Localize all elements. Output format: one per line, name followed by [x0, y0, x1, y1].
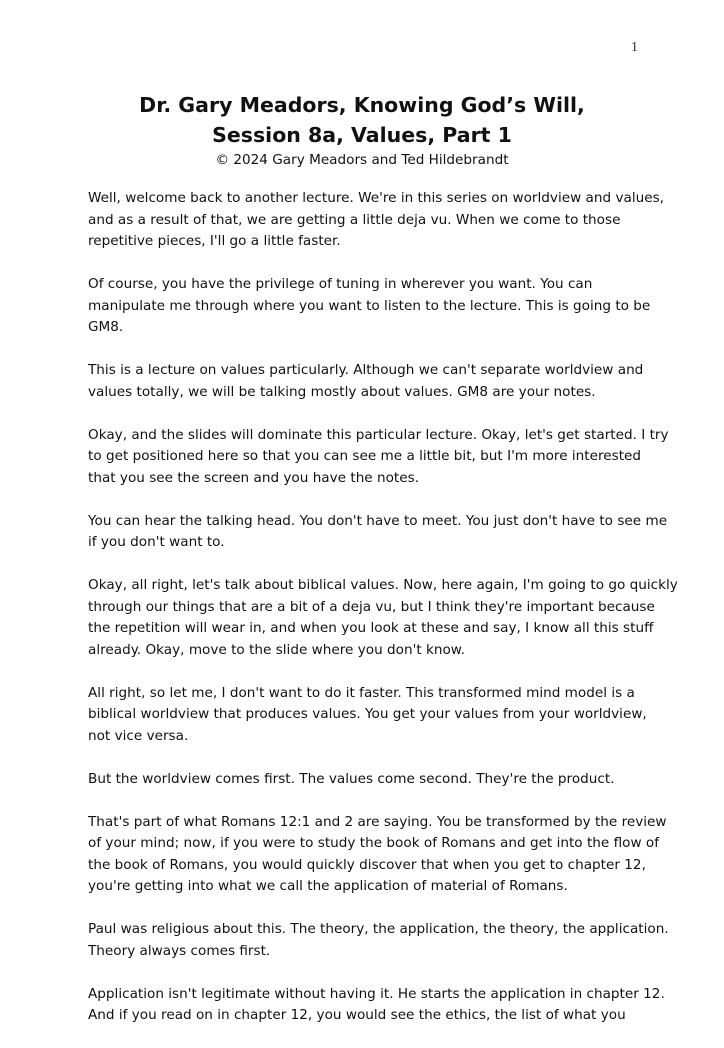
- paragraph-line: Of course, you have the privilege of tuning in wherever you want. You can: [88, 276, 593, 292]
- title-line-1: Dr. Gary Meadors, Knowing God’s Will,: [139, 93, 585, 117]
- paragraph: [88, 274, 651, 339]
- document-body: [88, 188, 678, 1048]
- copyright-notice: © 2024 Gary Meadors and Ted Hildebrandt: [215, 152, 509, 168]
- paragraph-line: that you see the screen and you have the notes.: [88, 469, 420, 486]
- paragraph: [88, 769, 648, 791]
- paragraph-line: Okay, all right, let's talk about biblical values. Now, here again, I'm going to go quickly: [88, 577, 678, 593]
- paragraph-line: But the worldview comes first. The values come second. They're the product.: [88, 770, 615, 787]
- paragraph-line: And if you read on in chapter 12, you would see the ethics, the list of what you: [88, 1007, 626, 1023]
- paragraph-line: That's part of what Romans 12:1 and 2 are saying. You be transformed by the review: [88, 813, 667, 830]
- paragraph: [88, 812, 667, 898]
- paragraph-line: Well, welcome back to another lecture. We're in this series on worldview and values,: [88, 190, 664, 206]
- paragraph-line: Theory always comes first.: [88, 942, 271, 959]
- paragraph-line: the book of Romans, you would quickly discover that when you get to chapter 12,: [88, 856, 646, 873]
- paragraph-line: not vice versa.: [88, 727, 189, 744]
- paragraph: [88, 511, 668, 554]
- paragraph-line: through our things that are a bit of a deja vu, but I think they're important because: [88, 598, 655, 615]
- paragraph-line: you're getting into what we call the application of material of Romans.: [88, 878, 568, 894]
- paragraph-line: GM8.: [88, 319, 124, 335]
- paragraph-line: biblical worldview that produces values. You get your values from your worldview,: [88, 706, 647, 722]
- paragraph: [88, 683, 648, 748]
- paragraph: [88, 984, 665, 1027]
- paragraph-line: This is a lecture on values particularly. Although we can't separate worldview and: [88, 362, 644, 378]
- paragraph-line: manipulate me through where you want to listen to the lecture. This is going to be: [88, 297, 651, 314]
- paragraph-line: to get positioned here so that you can see me a little bit, but I'm more interested: [88, 448, 642, 464]
- paragraph: [88, 425, 669, 490]
- paragraph-line: Paul was religious about this. The theory, the application, the theory, the application.: [88, 921, 669, 937]
- paragraph-line: Okay, and the slides will dominate this particular lecture. Okay, let's get started. I try: [88, 426, 669, 443]
- document-title: [0, 90, 724, 150]
- paragraph-line: You can hear the talking head. You don't have to meet. You just don't have to see me: [88, 512, 668, 529]
- paragraph-line: the repetition will wear in, and when you look at these and say, I know all this stuff: [88, 620, 654, 636]
- paragraph: [88, 575, 678, 661]
- paragraph-line: already. Okay, move to the slide where you don't know.: [88, 641, 465, 658]
- title-line-2: Session 8a, Values, Part 1: [212, 123, 512, 147]
- paragraph-line: values totally, we will be talking mostly about values. GM8 are your notes.: [88, 383, 596, 400]
- paragraph: [88, 188, 664, 253]
- paragraph-line: of your mind; now, if you were to study the book of Romans and get into the flow of: [88, 835, 659, 851]
- paragraph: [88, 360, 648, 403]
- paragraph-line: All right, so let me, I don't want to do it faster. This transformed mind model is a: [88, 684, 635, 701]
- paragraph: [88, 919, 669, 962]
- paragraph-line: repetitive pieces, I'll go a little faster.: [88, 233, 341, 249]
- paragraph-line: if you don't want to.: [88, 534, 225, 550]
- paragraph-line: Application isn't legitimate without having it. He starts the application in chapter 12.: [88, 985, 665, 1002]
- paragraph-line: and as a result of that, we are getting a little deja vu. When we come to those: [88, 211, 621, 228]
- page-number: 1: [631, 40, 638, 55]
